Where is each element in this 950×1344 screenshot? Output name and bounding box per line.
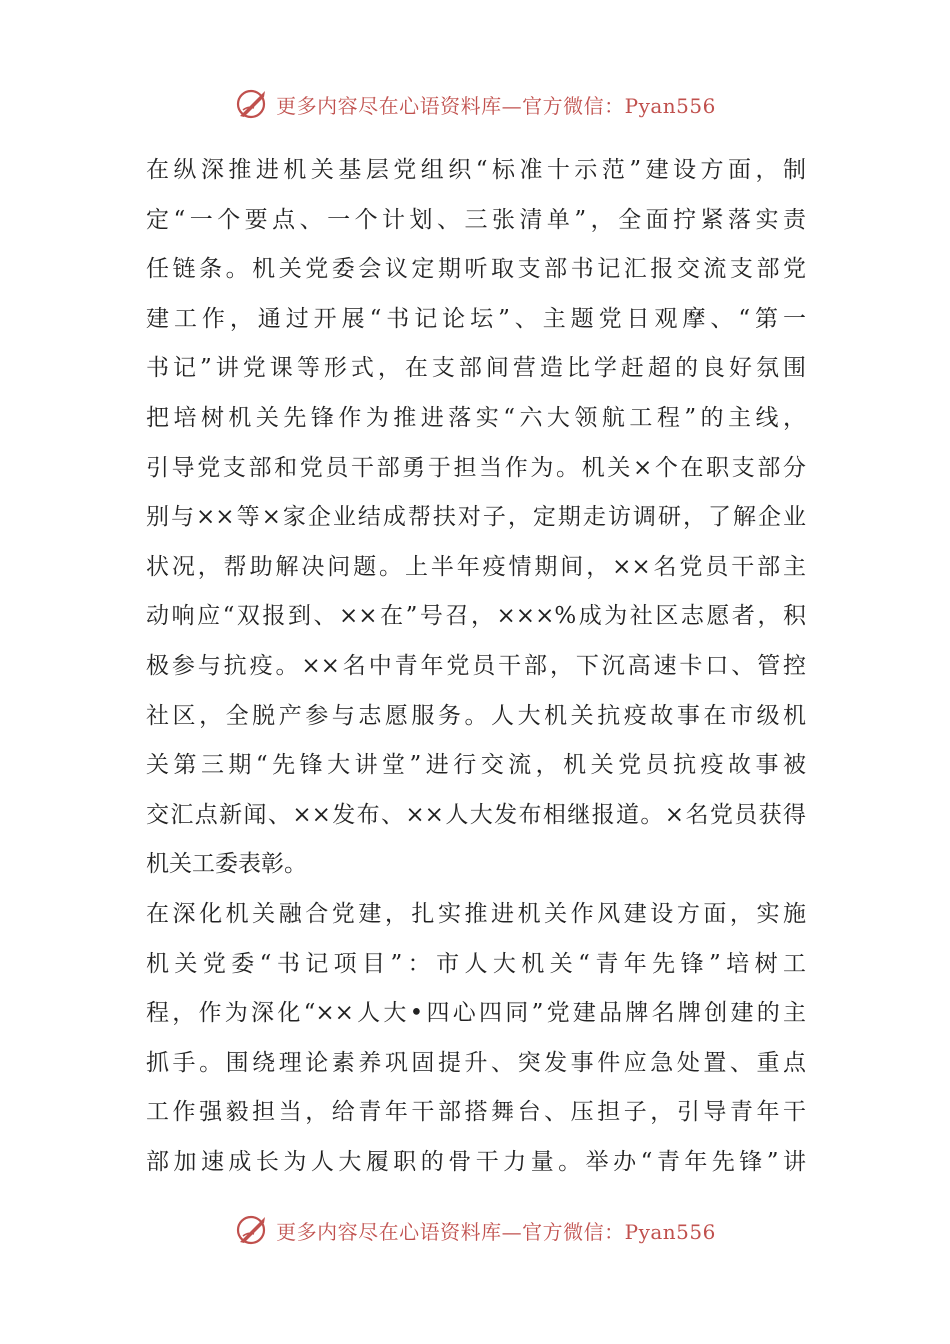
document-body <box>146 146 806 1187</box>
header-watermark <box>0 82 950 126</box>
text-line: 交汇点新闻、××发布、××人大发布相继报道。×名党员获得 <box>146 801 806 828</box>
text-line: 把培树机关先锋作为推进落实“六大领航工程”的主线， <box>146 404 806 431</box>
text-line: 动响应“双报到、××在”号召，×××%成为社区志愿者，积 <box>146 603 806 630</box>
footer-text: 更多内容尽在心语资料库—官方微信：Pyan556 <box>276 1219 716 1244</box>
pen-logo-icon <box>234 1212 270 1248</box>
text-line: 建工作，通过开展“书记论坛”、主题党日观摩、“第一 <box>146 305 806 332</box>
footer-watermark <box>0 1208 950 1252</box>
text-line: 部加速成长为人大履职的骨干力量。举办“青年先锋”讲 <box>146 1148 806 1175</box>
text-line: 别与××等×家企业结成帮扶对子，定期走访调研，了解企业 <box>146 504 806 531</box>
text-line: 关第三期“先锋大讲堂”进行交流，机关党员抗疫故事被 <box>146 752 806 779</box>
header-text: 更多内容尽在心语资料库—官方微信：Pyan556 <box>276 93 716 118</box>
text-line: 任链条。机关党委会议定期听取支部书记汇报交流支部党 <box>146 256 806 283</box>
text-line: 社区，全脱产参与志愿服务。人大机关抗疫故事在市级机 <box>146 702 806 729</box>
text-line: 程，作为深化“××人大•四心四同”党建品牌名牌创建的主 <box>146 1000 806 1027</box>
text-line: 引导党支部和党员干部勇于担当作为。机关×个在职支部分 <box>146 454 806 481</box>
text-line: 极参与抗疫。××名中青年党员干部，下沉高速卡口、管控 <box>146 652 806 679</box>
text-line: 在纵深推进机关基层党组织“标准十示范”建设方面，制 <box>146 157 806 183</box>
pen-logo-icon <box>234 86 270 122</box>
text-line: 书记”讲党课等形式，在支部间营造比学赶超的良好氛围 <box>146 355 806 382</box>
text-line: 机关党委“书记项目”：市人大机关“青年先锋”培树工 <box>146 950 806 977</box>
text-line: 机关工委表彰。 <box>146 851 307 878</box>
text-line: 工作强毅担当，给青年干部搭舞台、压担子，引导青年干 <box>146 1099 806 1126</box>
text-line: 定“一个要点、一个计划、三张清单”，全面拧紧落实责 <box>146 206 806 233</box>
text-line: 状况，帮助解决问题。上半年疫情期间，××名党员干部主 <box>146 553 806 580</box>
text-line: 抓手。围绕理论素养巩固提升、突发事件应急处置、重点 <box>146 1049 806 1076</box>
text-line: 在深化机关融合党建，扎实推进机关作风建设方面，实施 <box>146 900 806 927</box>
